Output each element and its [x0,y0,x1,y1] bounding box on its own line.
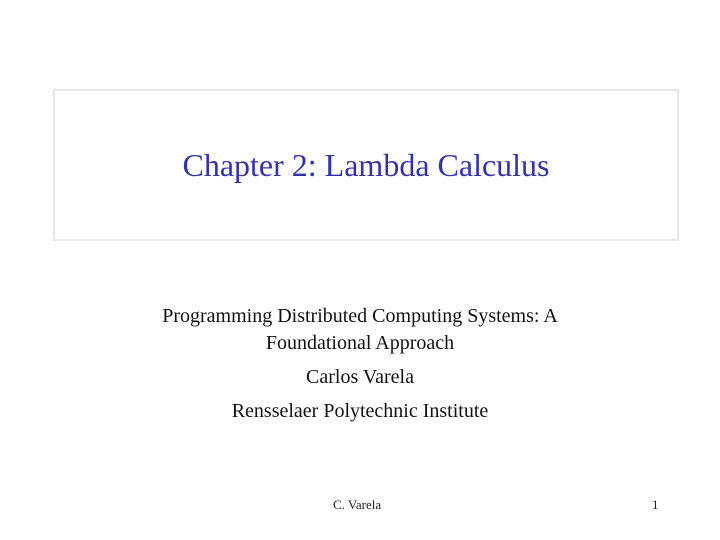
slide-title: Chapter 2: Lambda Calculus [182,146,550,183]
book-title-line-1: Programming Distributed Computing Systems: A [162,305,558,327]
author-name: Carlos Varela [306,366,414,388]
slide-page-number: 1 [652,497,659,512]
book-title-line-2: Foundational Approach [265,332,455,354]
footer-author: C. Varela [333,497,382,512]
institution-name: Rensselaer Polytechnic Institute [231,400,489,422]
slide-subtitle [0,303,720,425]
title-placeholder-box [53,89,679,241]
